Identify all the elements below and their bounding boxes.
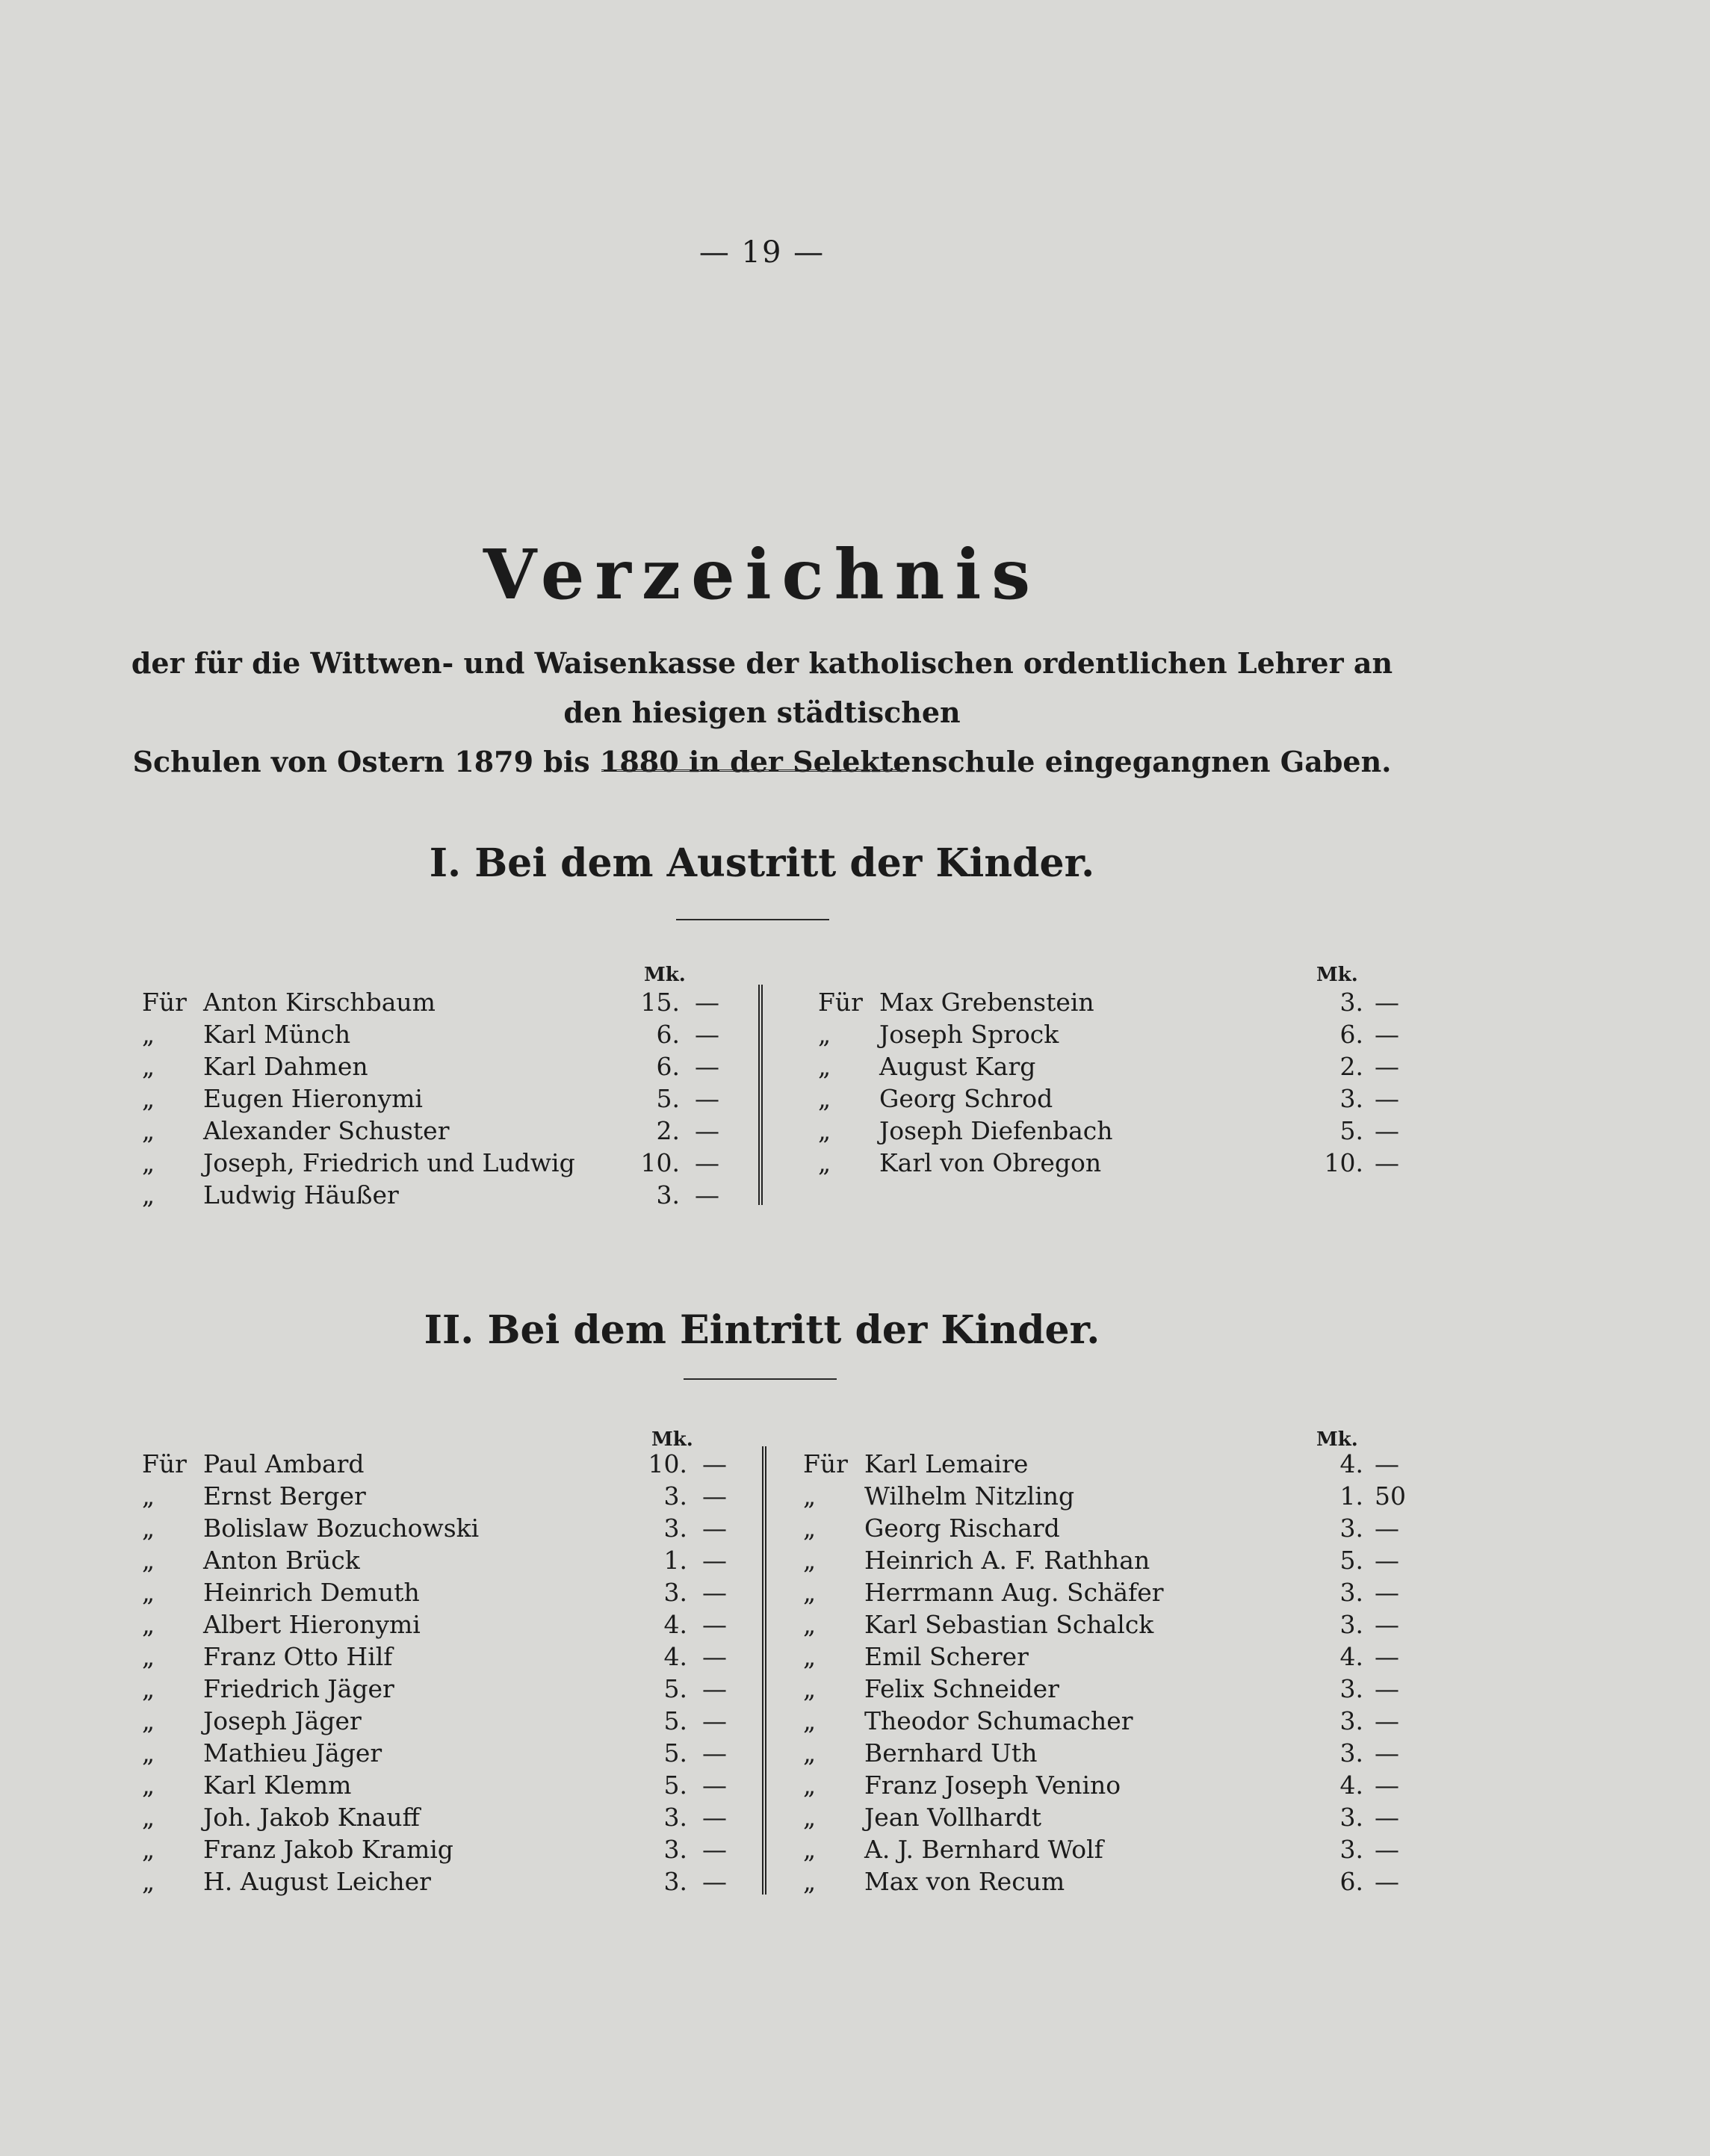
donor-name: Jean Vollhardt [864,1803,1042,1832]
subtitle [127,639,1397,787]
list-item [803,1448,1401,1480]
amount-marks: 1. [663,1546,687,1575]
list-item [142,1833,740,1865]
amount-marks: 3. [663,1578,687,1607]
list-item [142,1448,740,1480]
entry-prefix: „ [818,1052,831,1081]
amount-marks: 6. [1339,1867,1363,1896]
donor-name: Karl Münch [203,1020,351,1049]
entry-prefix: „ [803,1610,817,1639]
entry-prefix: „ [142,1835,155,1864]
entry-prefix: „ [803,1578,817,1607]
entry-prefix: „ [803,1771,817,1800]
donor-name: Karl Sebastian Schalck [864,1610,1154,1639]
amount-pfennig: — [1375,1449,1399,1478]
donor-name: H. August Leicher [203,1867,431,1896]
page-title: Verzeichnis [483,534,1041,615]
donor-name: Eugen Hieronymi [203,1084,423,1113]
list-item [818,1018,1416,1050]
amount-marks: 1. [1339,1481,1363,1511]
entry-prefix: „ [818,1084,831,1113]
list-item [142,1018,740,1050]
donor-name: Joseph Jäger [203,1706,362,1735]
title-divider [601,769,908,775]
amount-marks: 6. [656,1052,680,1081]
donor-name: Paul Ambard [203,1449,365,1478]
list-item [803,1833,1401,1865]
amount-pfennig: — [702,1449,727,1478]
list-item [142,1050,740,1082]
amount-pfennig: — [702,1514,727,1543]
list-item [142,1512,740,1544]
amount-marks: 3. [663,1835,687,1864]
donor-name: Herrmann Aug. Schäfer [864,1578,1164,1607]
donor-name: Anton Kirschbaum [203,988,436,1017]
list-item [142,1705,740,1737]
amount-marks: 3. [1339,1084,1363,1113]
amount-marks: 2. [1339,1052,1363,1081]
entry-prefix: „ [803,1481,817,1511]
amount-marks: 5. [663,1771,687,1800]
entry-prefix: „ [803,1867,817,1896]
amount-pfennig: — [695,1020,719,1049]
donor-name: Mathieu Jäger [203,1738,382,1768]
amount-marks: 3. [663,1803,687,1832]
entry-prefix: Für [818,988,863,1017]
amount-marks: 3. [663,1867,687,1896]
entry-prefix: Für [142,1449,187,1478]
amount-marks: 3. [1339,1514,1363,1543]
entry-prefix: „ [142,1084,155,1113]
amount-pfennig: — [702,1771,727,1800]
amount-pfennig: — [695,1148,719,1177]
donor-name: Joh. Jakob Knauff [203,1803,420,1832]
entry-prefix: „ [142,1674,155,1703]
list-item [142,1641,740,1673]
amount-pfennig: — [702,1642,727,1671]
amount-marks: 5. [663,1706,687,1735]
donor-name: August Karg [879,1052,1036,1081]
donor-name: Theodor Schumacher [864,1706,1133,1735]
donor-name: Ernst Berger [203,1481,366,1511]
entry-prefix: „ [142,1481,155,1511]
section-1-column-separator [758,985,763,1205]
amount-pfennig: — [695,1180,719,1209]
donor-name: Alexander Schuster [203,1116,450,1145]
donor-name: Heinrich Demuth [203,1578,420,1607]
amount-marks: 10. [640,1148,680,1177]
entry-prefix: Für [803,1449,848,1478]
amount-pfennig: — [702,1706,727,1735]
amount-pfennig: — [1375,1148,1399,1177]
entry-prefix: „ [803,1514,817,1543]
donor-name: Franz Jakob Kramig [203,1835,453,1864]
amount-marks: 4. [1339,1642,1363,1671]
section-1-right-list [818,986,1416,1179]
amount-marks: 6. [656,1020,680,1049]
donor-name: Georg Rischard [864,1514,1060,1543]
list-item [142,1179,740,1211]
amount-marks: 4. [663,1642,687,1671]
list-item [803,1512,1401,1544]
donor-name: Anton Brück [203,1546,360,1575]
amount-marks: 5. [1339,1116,1363,1145]
section-1-unit-right: Mk. [1316,964,1358,986]
donor-name: Wilhelm Nitzling [864,1481,1075,1511]
donor-name: Ludwig Häußer [203,1180,399,1209]
list-item [142,1865,740,1898]
amount-marks: 3. [1339,1610,1363,1639]
donor-name: Emil Scherer [864,1642,1029,1671]
list-item [818,1050,1416,1082]
amount-pfennig: — [1375,1514,1399,1543]
donor-name: Franz Otto Hilf [203,1642,393,1671]
section-2-unit-left: Mk. [651,1428,693,1451]
amount-pfennig: — [702,1674,727,1703]
entry-prefix: „ [142,1610,155,1639]
amount-pfennig: — [1375,1116,1399,1145]
amount-pfennig: — [695,1052,719,1081]
amount-pfennig: — [1375,1738,1399,1768]
entry-prefix: Für [142,988,187,1017]
amount-pfennig: — [1375,1052,1399,1081]
amount-marks: 2. [656,1116,680,1145]
amount-pfennig: — [702,1835,727,1864]
entry-prefix: „ [142,1706,155,1735]
entry-prefix: „ [142,1052,155,1081]
entry-prefix: „ [803,1738,817,1768]
amount-marks: 10. [1324,1148,1363,1177]
list-item [803,1608,1401,1641]
entry-prefix: „ [803,1642,817,1671]
amount-pfennig: 50 [1375,1481,1406,1511]
list-item [142,1801,740,1833]
amount-marks: 10. [648,1449,687,1478]
amount-marks: 3. [1339,1578,1363,1607]
amount-pfennig: — [702,1481,727,1511]
donor-name: Georg Schrod [879,1084,1053,1113]
amount-marks: 3. [1339,1706,1363,1735]
amount-marks: 3. [656,1180,680,1209]
list-item [142,1769,740,1801]
donor-name: Max Grebenstein [879,988,1094,1017]
amount-pfennig: — [695,1116,719,1145]
amount-pfennig: — [1375,1084,1399,1113]
amount-marks: 5. [1339,1546,1363,1575]
list-item [142,1737,740,1769]
page-number: — 19 — [698,235,825,270]
list-item [142,1576,740,1608]
amount-pfennig: — [1375,1674,1399,1703]
donor-name: Friedrich Jäger [203,1674,394,1703]
donor-name: Bernhard Uth [864,1738,1038,1768]
list-item [142,986,740,1018]
section-1-heading: I. Bei dem Austritt der Kinder. [429,840,1095,886]
entry-prefix: „ [142,1546,155,1575]
list-item [803,1801,1401,1833]
list-item [803,1865,1401,1898]
entry-prefix: „ [142,1803,155,1832]
donor-name: Franz Joseph Venino [864,1771,1121,1800]
amount-pfennig: — [702,1610,727,1639]
donor-name: Bolislaw Bozuchowski [203,1514,480,1543]
amount-pfennig: — [1375,1835,1399,1864]
section-2-heading: II. Bei dem Eintritt der Kinder. [424,1307,1100,1353]
donor-name: Max von Recum [864,1867,1065,1896]
amount-marks: 3. [1339,988,1363,1017]
amount-pfennig: — [1375,1867,1399,1896]
subtitle-line-2: Schulen von Ostern 1879 bis 1880 in der Selektenschule eingegangnen Gaben. [132,745,1392,778]
amount-pfennig: — [702,1578,727,1607]
list-item [142,1544,740,1576]
subtitle-line-1: der für die Wittwen- und Waisenkasse der katholischen ordentlichen Lehrer an den hiesigen städtischen [131,646,1393,729]
entry-prefix: „ [142,1738,155,1768]
list-item [818,1147,1416,1179]
entry-prefix: „ [142,1771,155,1800]
entry-prefix: „ [803,1706,817,1735]
list-item [818,1082,1416,1115]
section-2-divider [684,1378,837,1380]
list-item [142,1608,740,1641]
entry-prefix: „ [818,1116,831,1145]
section-2-left-list [142,1448,740,1898]
amount-marks: 5. [656,1084,680,1113]
entry-prefix: „ [142,1514,155,1543]
list-item [818,1115,1416,1147]
amount-marks: 3. [1339,1835,1363,1864]
list-item [803,1480,1406,1512]
amount-pfennig: — [702,1546,727,1575]
amount-marks: 3. [663,1514,687,1543]
donor-name: A. J. Bernhard Wolf [864,1835,1103,1864]
amount-pfennig: — [695,988,719,1017]
entry-prefix: „ [818,1020,831,1049]
entry-prefix: „ [142,1020,155,1049]
list-item [803,1544,1401,1576]
amount-pfennig: — [1375,1020,1399,1049]
section-1-divider [676,919,829,920]
donor-name: Joseph, Friedrich und Ludwig [203,1148,575,1177]
amount-pfennig: — [1375,988,1399,1017]
amount-pfennig: — [1375,1642,1399,1671]
amount-marks: 3. [663,1481,687,1511]
section-2-column-separator [762,1446,766,1895]
donor-name: Heinrich A. F. Rathhan [864,1546,1150,1575]
list-item [142,1147,740,1179]
amount-pfennig: — [702,1803,727,1832]
list-item [803,1737,1401,1769]
entry-prefix: „ [803,1803,817,1832]
amount-pfennig: — [1375,1803,1399,1832]
entry-prefix: „ [803,1674,817,1703]
list-item [142,1673,740,1705]
entry-prefix: „ [142,1642,155,1671]
list-item [142,1480,740,1512]
amount-marks: 5. [663,1674,687,1703]
list-item [803,1673,1401,1705]
section-1-left-list [142,986,740,1211]
section-2-right-list [803,1448,1406,1898]
entry-prefix: „ [142,1180,155,1209]
donor-name: Felix Schneider [864,1674,1059,1703]
amount-pfennig: — [702,1867,727,1896]
amount-marks: 4. [1339,1449,1363,1478]
donor-name: Albert Hieronymi [203,1610,421,1639]
amount-pfennig: — [702,1738,727,1768]
amount-marks: 3. [1339,1803,1363,1832]
entry-prefix: „ [803,1835,817,1864]
amount-pfennig: — [1375,1706,1399,1735]
entry-prefix: „ [803,1546,817,1575]
list-item [142,1082,740,1115]
donor-name: Karl von Obregon [879,1148,1102,1177]
list-item [803,1576,1401,1608]
section-2-unit-right: Mk. [1316,1428,1358,1451]
amount-pfennig: — [1375,1578,1399,1607]
entry-prefix: „ [818,1148,831,1177]
amount-pfennig: — [1375,1546,1399,1575]
entry-prefix: „ [142,1116,155,1145]
amount-pfennig: — [695,1084,719,1113]
section-1-unit-left: Mk. [644,964,686,986]
donor-name: Karl Klemm [203,1771,352,1800]
donor-name: Karl Lemaire [864,1449,1029,1478]
list-item [818,986,1416,1018]
amount-pfennig: — [1375,1771,1399,1800]
amount-marks: 6. [1339,1020,1363,1049]
entry-prefix: „ [142,1867,155,1896]
amount-pfennig: — [1375,1610,1399,1639]
entry-prefix: „ [142,1578,155,1607]
list-item [142,1115,740,1147]
entry-prefix: „ [142,1148,155,1177]
amount-marks: 4. [663,1610,687,1639]
list-item [803,1705,1401,1737]
amount-marks: 3. [1339,1738,1363,1768]
amount-marks: 3. [1339,1674,1363,1703]
donor-name: Karl Dahmen [203,1052,368,1081]
amount-marks: 4. [1339,1771,1363,1800]
list-item [803,1641,1401,1673]
amount-marks: 15. [640,988,680,1017]
amount-marks: 5. [663,1738,687,1768]
donor-name: Joseph Diefenbach [879,1116,1113,1145]
donor-name: Joseph Sprock [879,1020,1059,1049]
list-item [803,1769,1401,1801]
